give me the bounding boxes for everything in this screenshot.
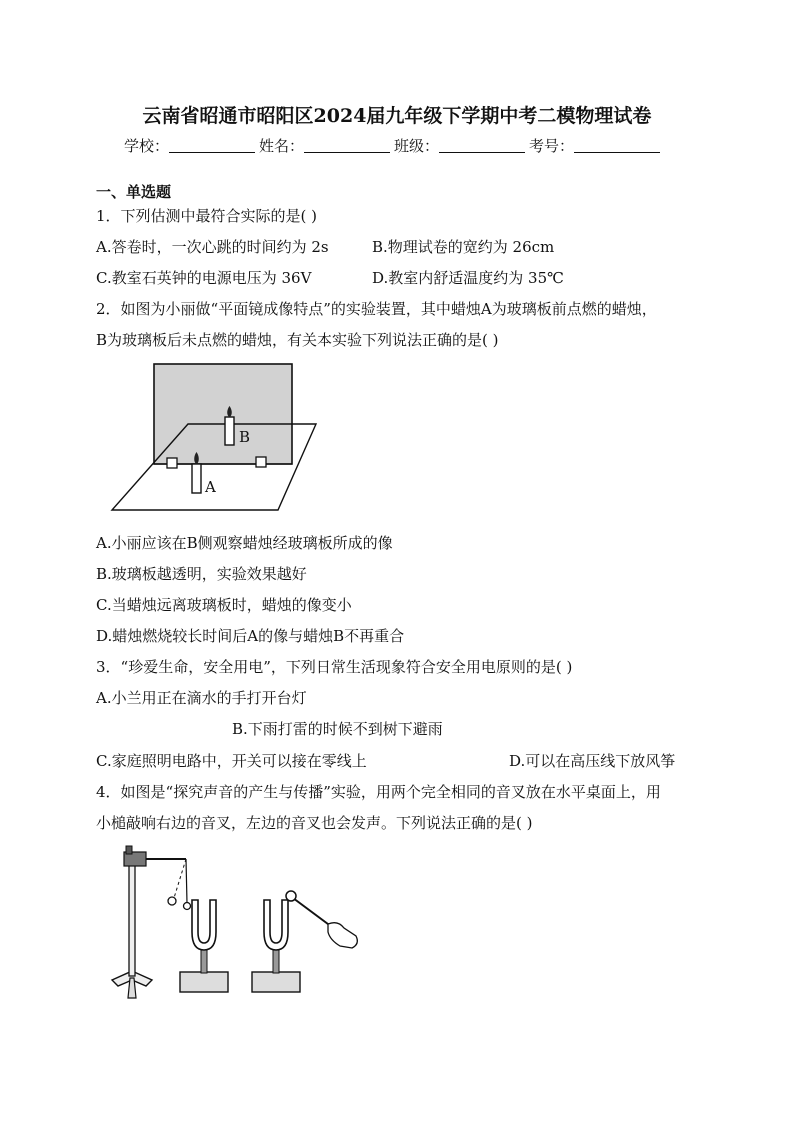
stand-foot [128, 978, 136, 998]
right-fork-base [252, 972, 300, 992]
swing-path-dashed [174, 859, 186, 898]
tuning-fork-figure [100, 840, 362, 1005]
student-info-line [124, 135, 664, 156]
name-blank [304, 138, 390, 153]
q2-stem-line2: B为玻璃板后未点燃的蜡烛，有关本实验下列说法正确的是( ) [96, 331, 499, 349]
right-fork-stem [273, 948, 279, 973]
q3-option-c: C.家庭照明电路中，开关可以接在零线上 [96, 752, 367, 770]
name-label: 姓名： [259, 137, 305, 155]
q4-stem-line1: 4．如图是“探究声音的产生与传播”实验，用两个完全相同的音叉放在水平桌面上，用 [96, 783, 661, 801]
section-heading: 一、单选题 [96, 183, 172, 201]
candle-a-label: A [205, 478, 216, 496]
school-label: 学校： [124, 137, 170, 155]
candle-a [192, 464, 201, 493]
left-support [167, 458, 177, 468]
q1-option-a: A.答卷时，一次心跳的时间约为 2s [96, 238, 329, 256]
q2-option-c: C.当蜡烛远离玻璃板时，蜡烛的像变小 [96, 596, 352, 614]
q3-option-a: A.小兰用正在滴水的手打开台灯 [96, 689, 307, 707]
left-tuning-fork [192, 900, 216, 950]
hand-icon [328, 923, 357, 948]
q1-option-d: D.教室内舒适温度约为 35℃ [372, 269, 564, 287]
candle-b-label: B [239, 428, 251, 446]
q2-stem-line1: 2．如图为小丽做“平面镜成像特点”的实验装置，其中蜡烛A为玻璃板前点燃的蜡烛， [96, 300, 657, 318]
exam-number-blank [574, 138, 660, 153]
left-fork-stem [201, 948, 207, 973]
mallet-head-icon [286, 891, 296, 901]
q1-option-b: B.物理试卷的宽约为 26cm [372, 238, 555, 256]
pendulum-string [186, 859, 187, 903]
ping-pong-ball-icon [184, 903, 191, 910]
plane-mirror-figure [108, 360, 324, 520]
class-label: 班级： [394, 137, 440, 155]
q3-option-d: D.可以在高压线下放风筝 [509, 752, 676, 770]
exam-number-label: 考号： [529, 137, 575, 155]
class-blank [439, 138, 525, 153]
right-support [256, 457, 266, 467]
q1-stem: 1．下列估测中最符合实际的是( ) [96, 207, 318, 225]
q2-option-a: A.小丽应该在B侧观察蜡烛经玻璃板所成的像 [96, 534, 393, 552]
q3-option-b: B.下雨打雷的时候不到树下避雨 [232, 720, 443, 738]
q2-option-b: B.玻璃板越透明，实验效果越好 [96, 565, 307, 583]
clamp-screw [126, 846, 132, 854]
candle-b [225, 417, 234, 445]
q2-option-d: D.蜡烛燃烧较长时间后A的像与蜡烛B不再重合 [96, 627, 405, 645]
q3-stem: 3．“珍爱生命，安全用电”，下列日常生活现象符合安全用电原则的是( ) [96, 658, 573, 676]
stand-rod [129, 858, 135, 976]
q1-option-c: C.教室石英钟的电源电压为 36V [96, 269, 312, 287]
page-title: 云南省昭通市昭阳区2024届九年级下学期中考二模物理试卷 [142, 105, 652, 127]
school-blank [169, 138, 255, 153]
glass-plate [154, 364, 292, 464]
right-tuning-fork [264, 900, 288, 950]
left-fork-base [180, 972, 228, 992]
q4-stem-line2: 小槌敲响右边的音叉，左边的音叉也会发声。下列说法正确的是( ) [96, 814, 533, 832]
swung-ball-icon [168, 897, 176, 905]
